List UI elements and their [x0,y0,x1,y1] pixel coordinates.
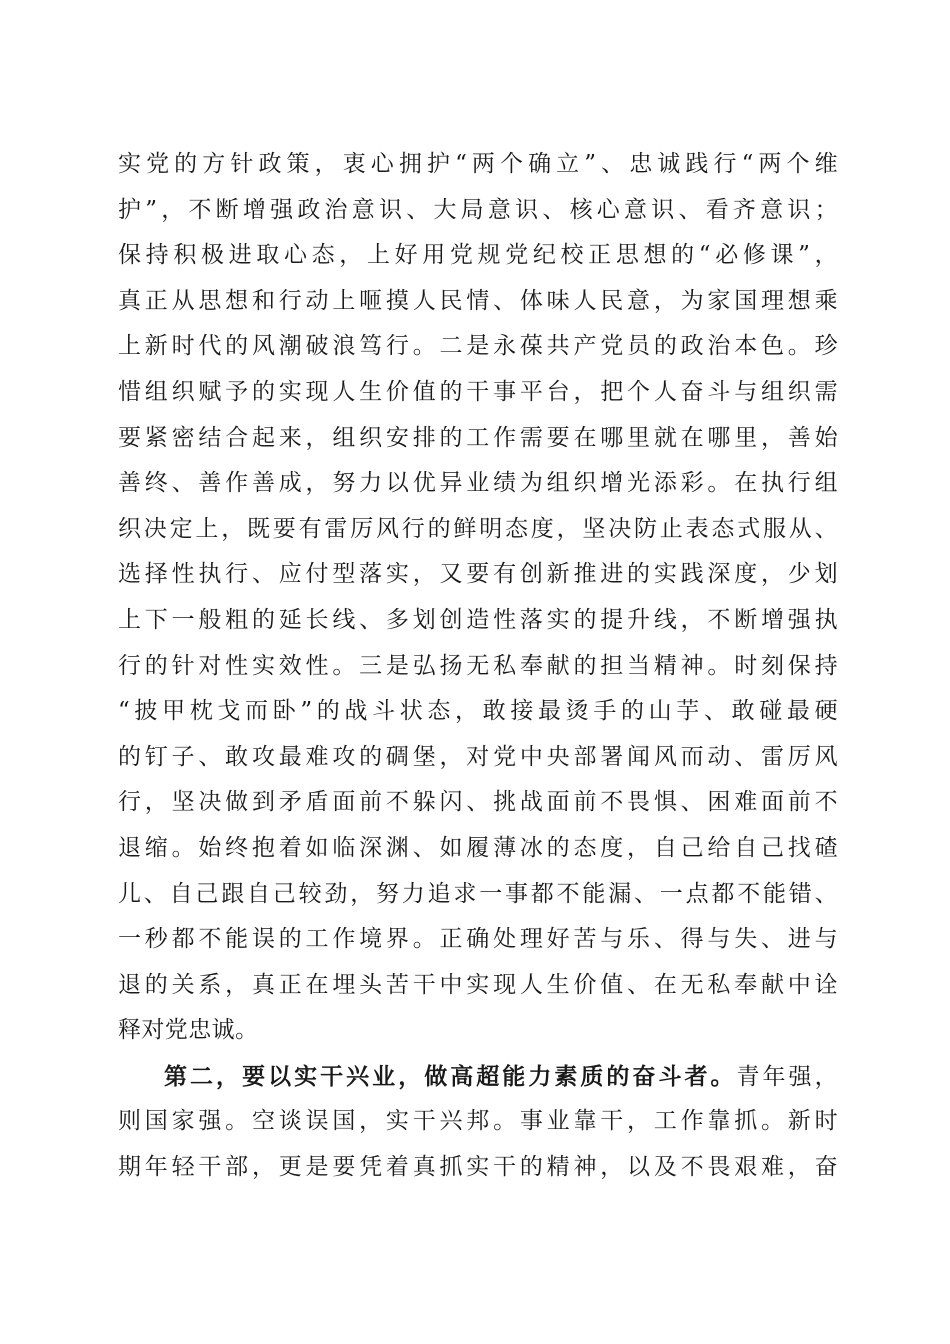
text-line: 释对党忠诚。 [118,1017,259,1044]
paragraph-2-heading: 第二，要以实干兴业，做高超能力素质的奋斗者。 [164,1062,737,1090]
text-line: 护”，不断增强政治意识、大局意识、核心意识、看齐意识； [118,196,838,223]
text-line: 选择性执行、应付型落实，又要有创新推进的实践深度，少划 [118,561,838,588]
text-line: 退的关系，真正在埋头苦干中实现人生价值、在无私奉献中诠 [118,971,838,998]
text-line: 实党的方针政策，衷心拥护“两个确立”、忠诚践行“两个维 [118,151,838,177]
text-line: 一秒都不能误的工作境界。正确处理好苦与乐、得与失、进与 [118,926,838,953]
text-line: 退缩。始终抱着如临深渊、如履薄冰的态度，自己给自己找碴 [118,834,838,861]
text-line: 行，坚决做到矛盾面前不躲闪、挑战面前不畏惧、困难面前不 [118,789,838,816]
text-line: 真正从思想和行动上咂摸人民情、体味人民意，为家国理想乘 [118,287,838,314]
text-line: 要紧密结合起来，组织安排的工作需要在哪里就在哪里，善始 [118,424,838,451]
text-line: 的钉子、敢攻最难攻的碉堡，对党中央部署闻风而动、雷厉风 [118,743,838,770]
text-line: 善终、善作善成，努力以优异业绩为组织增光添彩。在执行组 [118,470,838,497]
text-line: 期年轻干部，更是要凭着真抓实干的精神，以及不畏艰难，奋 [118,1154,838,1181]
text-line: 行的针对性实效性。三是弘扬无私奉献的担当精神。时刻保持 [118,652,838,679]
text-line: 惜组织赋予的实现人生价值的干事平台，把个人奋斗与组织需 [118,378,838,405]
text-line: “披甲枕戈而卧”的战斗状态，敢接最烫手的山芋、敢碰最硬 [118,698,838,725]
text-line: 儿、自己跟自己较劲，努力追求一事都不能漏、一点都不能错、 [118,880,838,907]
text-line: 织决定上，既要有雷厉风行的鲜明态度，坚决防止表态式服从、 [118,515,838,542]
text-line: 保持积极进取心态，上好用党规党纪校正思想的“必修课”， [118,242,838,269]
text-line: 则国家强。空谈误国，实干兴邦。事业靠干，工作靠抓。新时 [118,1108,838,1135]
text-line: 上下一般粗的延长线、多划创造性落实的提升线，不断增强执 [118,606,838,633]
paragraph-2-first-text: 青年强， [736,1063,838,1090]
text-line: 上新时代的风潮破浪笃行。二是永葆共产党员的政治本色。珍 [118,333,838,360]
document-body [118,142,838,1191]
paragraph-2-first-line [118,1054,838,1100]
